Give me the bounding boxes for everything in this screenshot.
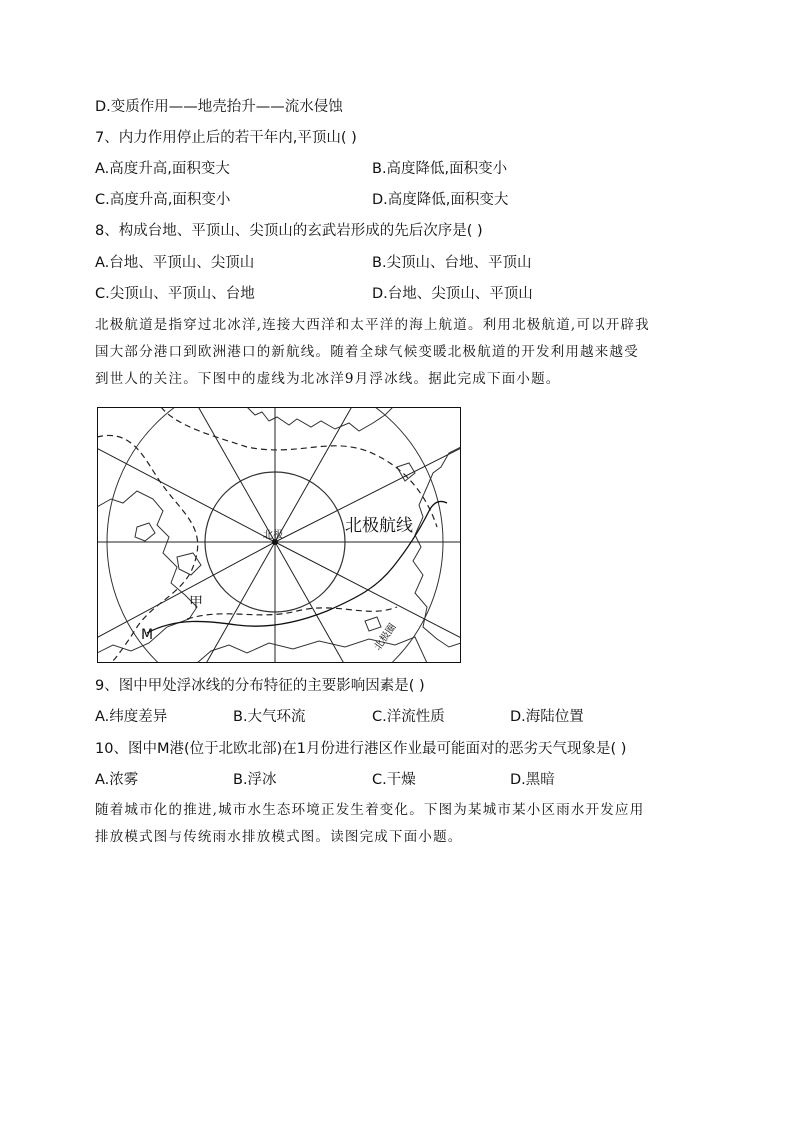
q9-option-c: C.洋流性质 bbox=[372, 709, 445, 725]
q7-stem: 7、内力作用停止后的若干年内,平顶山( ) bbox=[95, 130, 357, 146]
q10-option-a: A.浓雾 bbox=[95, 772, 139, 788]
arctic-circle-label: 北极圈 bbox=[372, 621, 399, 653]
q10-option-d: D.黑暗 bbox=[510, 772, 555, 788]
island bbox=[177, 553, 201, 575]
q10-option-b: B.浮冰 bbox=[233, 772, 277, 788]
q9-option-a: A.纬度差异 bbox=[95, 709, 168, 725]
arctic-polar-map bbox=[97, 407, 461, 663]
landmass-north bbox=[247, 407, 393, 431]
q8-option-c: C.尖顶山、平顶山、台地 bbox=[95, 286, 255, 302]
q7-option-b: B.高度降低,面积变小 bbox=[372, 161, 508, 177]
passage-line: 国大部分港口到欧洲港口的新航线。随着全球气候变暖北极航道的开发利用越来越受 bbox=[95, 344, 639, 360]
q7-option-c: C.高度升高,面积变小 bbox=[95, 192, 231, 208]
passage-arctic-route bbox=[95, 312, 705, 393]
q10-option-c: C.干燥 bbox=[372, 772, 416, 788]
route-label: 北极航线 bbox=[345, 516, 413, 536]
passage-urban-rainwater bbox=[95, 797, 705, 851]
q7-option-a: A.高度升高,面积变大 bbox=[95, 161, 230, 177]
ice-line-dashed bbox=[187, 607, 397, 619]
port-m-label: M bbox=[141, 627, 154, 643]
passage-line: 到世人的关注。下图中的虚线为北冰洋9月浮冰线。据此完成下面小题。 bbox=[95, 371, 561, 387]
passage-line: 随着城市化的推进,城市水生态环境正发生着变化。下图为某城市某小区雨水开发应用 bbox=[95, 802, 645, 818]
island bbox=[135, 523, 155, 541]
q6-option-d: D.变质作用——地壳抬升——流水侵蚀 bbox=[95, 99, 343, 115]
island bbox=[365, 617, 381, 631]
pole-label: 北极 bbox=[263, 530, 283, 541]
q8-option-b: B.尖顶山、台地、平顶山 bbox=[372, 255, 532, 271]
landmass-south bbox=[197, 637, 427, 663]
passage-line: 排放模式图与传统雨水排放模式图。读图完成下面小题。 bbox=[95, 829, 463, 845]
passage-line: 北极航道是指穿过北冰洋,连接大西洋和太平洋的海上航道。利用北极航道,可以开辟我 bbox=[95, 317, 650, 333]
jia-label: 甲 bbox=[189, 595, 203, 611]
q9-stem: 9、图中甲处浮冰线的分布特征的主要影响因素是( ) bbox=[95, 678, 425, 694]
q8-option-d: D.台地、尖顶山、平顶山 bbox=[372, 286, 533, 302]
island bbox=[397, 463, 415, 481]
q9-option-b: B.大气环流 bbox=[233, 709, 306, 725]
q8-option-a: A.台地、平顶山、尖顶山 bbox=[95, 255, 255, 271]
q7-option-d: D.高度降低,面积变大 bbox=[372, 192, 509, 208]
q10-stem: 10、图中M港(位于北欧北部)在1月份进行港区作业最可能面对的恶劣天气现象是( ) bbox=[95, 741, 627, 757]
q9-option-d: D.海陆位置 bbox=[510, 709, 584, 725]
q8-stem: 8、构成台地、平顶山、尖顶山的玄武岩形成的先后次序是( ) bbox=[95, 223, 483, 239]
